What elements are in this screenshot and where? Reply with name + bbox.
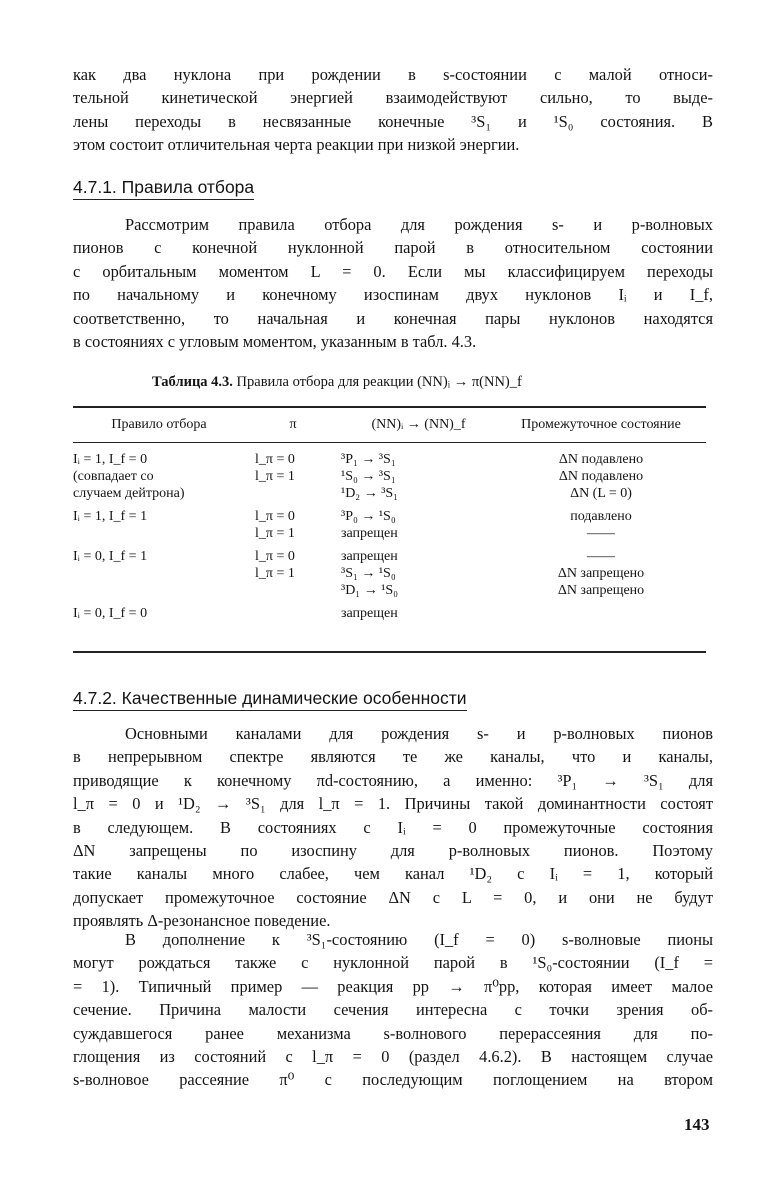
intro-paragraph: [73, 63, 713, 157]
section2-paragraph-2: [73, 928, 713, 1092]
intermediate-cell: [496, 440, 706, 502]
intermediate-cell: [496, 542, 706, 599]
cell-line: (совпадает со: [73, 469, 154, 484]
cell-line: ¹D₂ → ³S₁: [341, 486, 399, 501]
pi-cell: [245, 599, 341, 622]
pi-cell: [245, 542, 341, 599]
text-line: могут рождаться также с нуклонной парой в ¹S₀-состоянии (I_f =: [73, 953, 713, 973]
cell-line: Iᵢ = 0, I_f = 0: [73, 606, 148, 621]
text-line: приводящие к конечному πd-состоянию, а именно: ³P₁ → ³S₁ для: [73, 770, 713, 790]
text-line: как два нуклона при рождении в s-состоянии с малой относи-: [73, 65, 713, 84]
text-line: допускает промежуточное состояние ΔN с L = 0, и они не будут: [73, 887, 713, 907]
transition-cell: [341, 542, 496, 599]
cell-line: запрещен: [341, 526, 398, 541]
cell-line: ³S₁ → ¹S₀: [341, 566, 396, 581]
transition-cell: [341, 502, 496, 542]
text-line: глощения из состояний с l_π = 0 (раздел 4.6.2). В настоящем случае: [73, 1047, 713, 1067]
cell-line: ΔN подавлено: [558, 452, 644, 467]
header-transition: (NN)ᵢ → (NN)_f: [371, 417, 466, 432]
cell-line: ³P₁ → ³S₁: [341, 452, 396, 467]
transition-cell: [341, 440, 496, 502]
table-row: [73, 599, 706, 622]
text-line: этом состоит отличительная черта реакции при низкой энергии.: [73, 135, 520, 155]
rule-cell: [73, 502, 245, 542]
header-pi: π: [289, 417, 297, 432]
text-line: Рассмотрим правила отбора для рождения s- и p-волновых: [125, 215, 713, 234]
cell-line: подавлено: [570, 509, 632, 524]
text-line: s-волновое рассеяние π⁰ с последующим поглощением на втором: [73, 1070, 713, 1090]
cell-line: Iᵢ = 1, I_f = 0: [73, 452, 148, 467]
text-line: В дополнение к ³S₁-состоянию (I_f = 0) s-волновые пионы: [125, 930, 713, 949]
cell-line: ——: [587, 549, 615, 564]
page-number: 143: [684, 1115, 710, 1134]
cell-line: ¹S₀ → ³S₁: [341, 469, 396, 484]
rule-cell: [73, 599, 245, 622]
table-caption: [152, 374, 522, 391]
cell-line: запрещен: [341, 606, 398, 621]
header-intermediate: Промежуточное состояние: [521, 417, 681, 432]
cell-line: l_π = 0: [255, 549, 295, 564]
text-line: = 1). Типичный пример — реакция pp → π⁰pp, которая имеет малое: [73, 976, 713, 996]
text-line: такие каналы много слабее, чем канал ¹D₂ с Iᵢ = 1, который: [73, 864, 713, 884]
table-top-rule: [73, 406, 706, 408]
text-line: проявлять Δ-резонансное поведение.: [73, 911, 331, 931]
table-caption-text: Правила отбора для реакции (NN)ᵢ → π(NN)_f: [236, 374, 522, 390]
text-line: лены переходы в несвязанные конечные ³S₁ и ¹S₀ состояния. В: [73, 111, 713, 131]
cell-line: l_π = 1: [255, 566, 295, 581]
text-line: Основными каналами для рождения s- и p-волновых пионов: [125, 724, 713, 743]
cell-line: ΔN (L = 0): [570, 486, 632, 501]
intermediate-cell: [496, 599, 706, 622]
cell-line: ΔN подавлено: [558, 469, 644, 484]
text-line: тельной кинетической энергией взаимодействуют сильно, то выде-: [73, 88, 713, 108]
text-line: ΔN запрещены по изоспину для p-волновых пионов. Поэтому: [73, 841, 713, 861]
text-line: в состояниях с угловым моментом, указанным в табл. 4.3.: [73, 332, 477, 352]
text-line: с орбитальным моментом L = 0. Если мы классифицируем переходы: [73, 261, 713, 281]
pi-cell: [245, 440, 341, 502]
rule-cell: [73, 440, 245, 502]
cell-line: l_π = 1: [255, 526, 295, 541]
cell-line: ΔN запрещено: [557, 566, 645, 581]
section-heading-4-7-1: 4.7.1. Правила отбора: [73, 177, 254, 200]
cell-line: l_π = 1: [255, 469, 295, 484]
section1-paragraph: [73, 213, 713, 353]
text-line: суждавшегося ранее механизма s-волнового перерассеяния для по-: [73, 1023, 713, 1043]
text-line: по начальному и конечному изоспинам двух нуклонов Iᵢ и I_f,: [73, 285, 713, 305]
text-line: соответственно, то начальная и конечная пары нуклонов находятся: [73, 308, 713, 328]
cell-line: запрещен: [341, 549, 398, 564]
section2-paragraph-1: [73, 722, 713, 933]
table-row: [73, 440, 706, 502]
table-row: [73, 542, 706, 599]
section-heading-4-7-2: 4.7.2. Качественные динамические особенности: [73, 688, 467, 711]
transition-cell: [341, 599, 496, 622]
cell-line: ³D₁ → ¹S₀: [341, 583, 399, 598]
intermediate-cell: [496, 502, 706, 542]
table-header-row: [73, 409, 706, 440]
table-bottom-rule: [73, 651, 706, 653]
text-line: сечение. Причина малости сечения интересна с точки зрения об-: [73, 1000, 713, 1020]
table-row: [73, 502, 706, 542]
cell-line: Iᵢ = 0, I_f = 1: [73, 549, 148, 564]
rule-cell: [73, 542, 245, 599]
text-line: пионов с конечной нуклонной парой в относительном состоянии: [73, 238, 713, 258]
cell-line: ——: [587, 526, 615, 541]
pi-cell: [245, 502, 341, 542]
text-line: l_π = 0 и ¹D₂ → ³S₁ для l_π = 1. Причины такой доминантности состоят: [73, 794, 713, 814]
text-line: в непрерывном спектре являются те же каналы, что и каналы,: [73, 747, 713, 767]
cell-line: l_π = 0: [255, 509, 295, 524]
cell-line: l_π = 0: [255, 452, 295, 467]
selection-rules-table: [73, 409, 706, 622]
cell-line: случаем дейтрона): [73, 486, 185, 501]
cell-line: ΔN запрещено: [557, 583, 645, 598]
table-caption-label: Таблица 4.3.: [152, 374, 233, 390]
cell-line: Iᵢ = 1, I_f = 1: [73, 509, 148, 524]
header-rule: Правило отбора: [111, 417, 207, 432]
cell-line: ³P₀ → ¹S₀: [341, 509, 396, 524]
text-line: в следующем. В состояниях с Iᵢ = 0 промежуточные состояния: [73, 817, 713, 837]
